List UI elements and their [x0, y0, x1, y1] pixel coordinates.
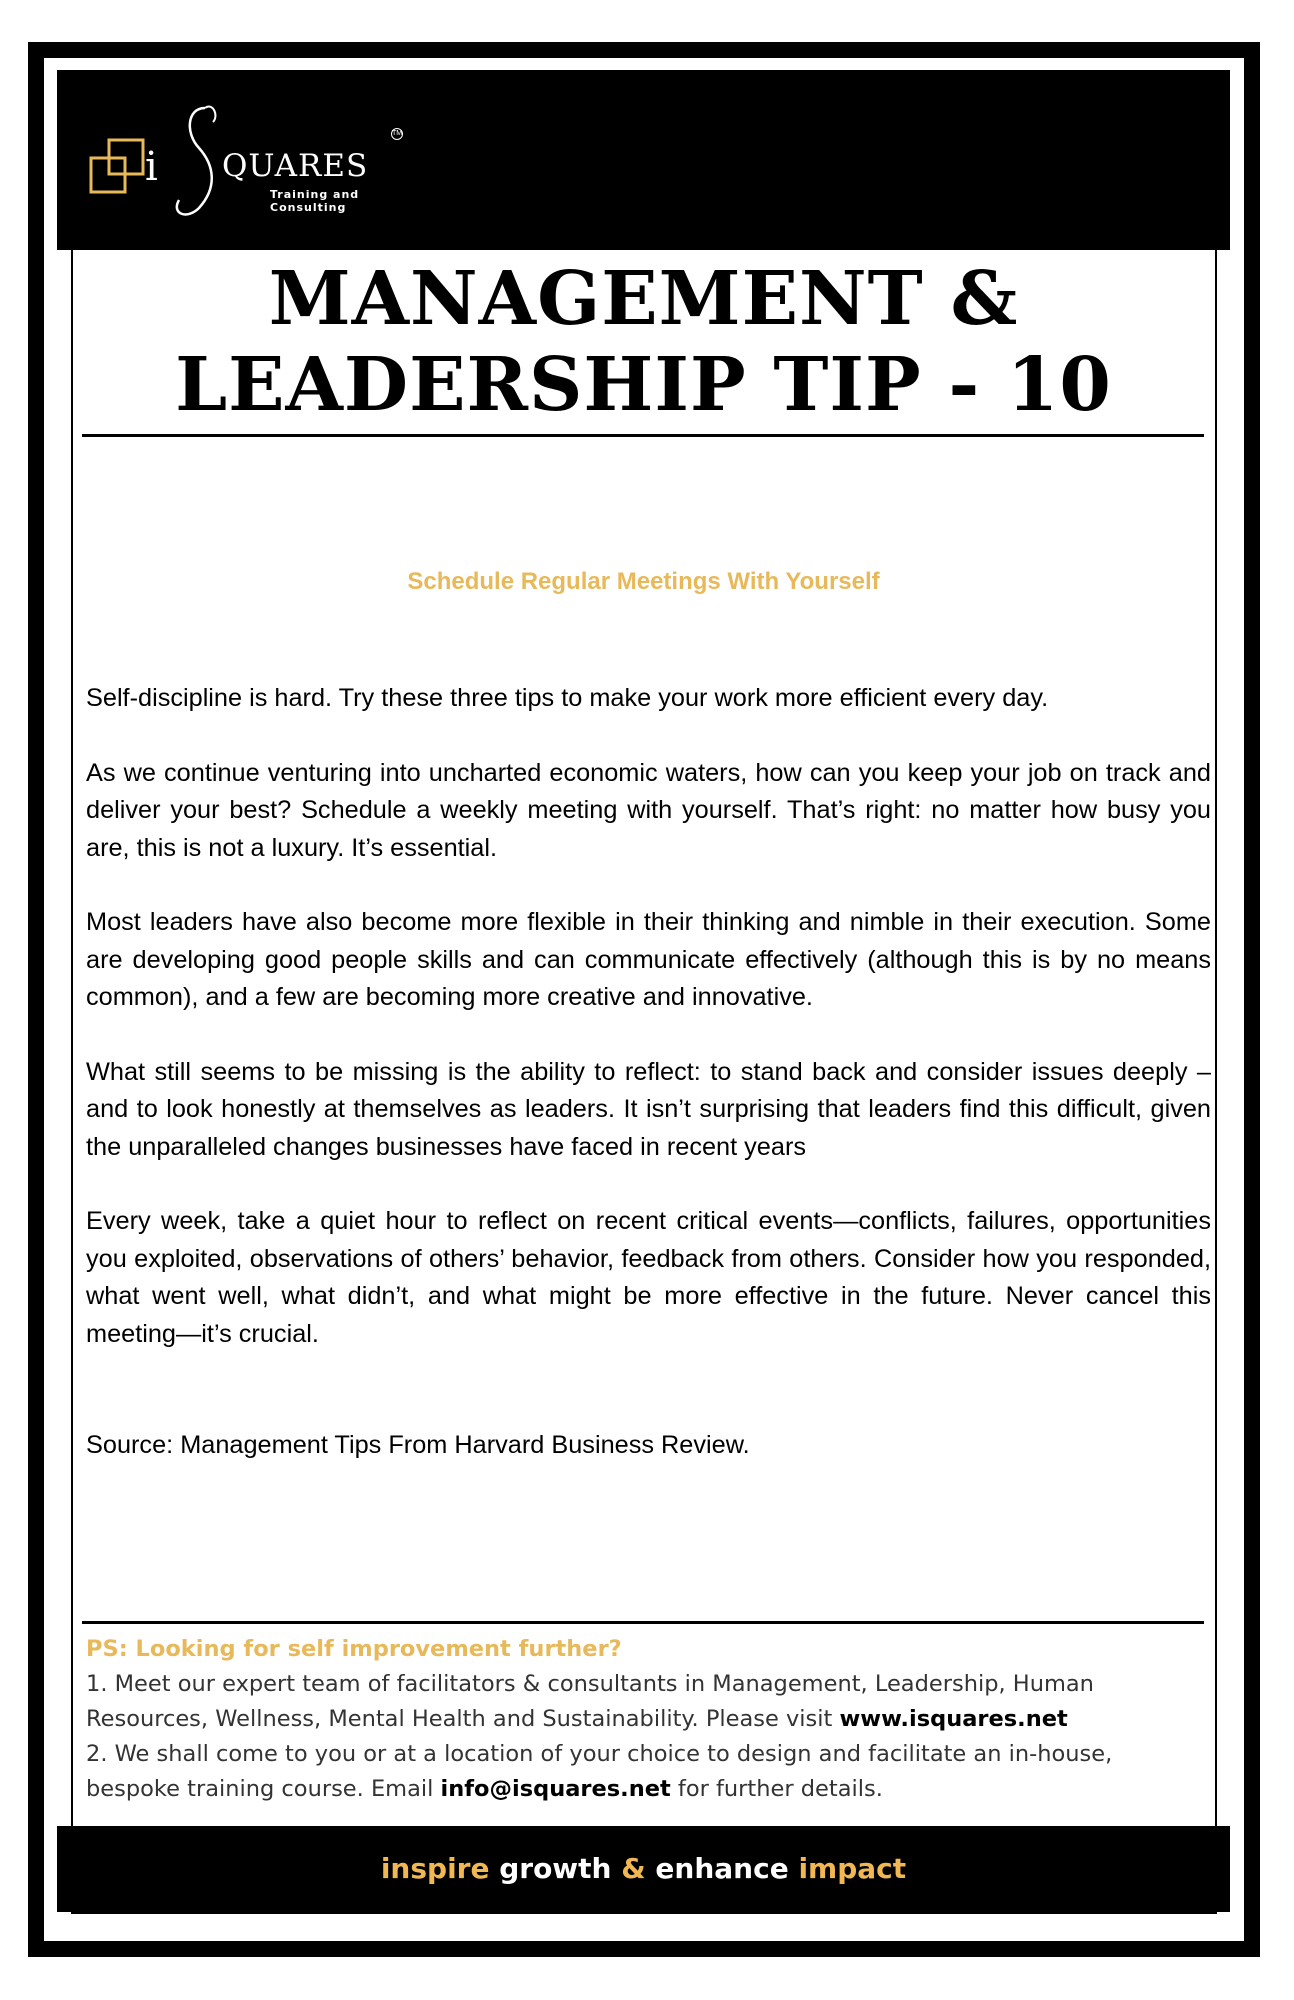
- title-line-2: LEADERSHIP TIP - 10: [175, 342, 1112, 428]
- footer-slogan-bar: [57, 1826, 1230, 1912]
- paragraph-intro: Self-discipline is hard. Try these three tips to make your work more efficient every day.: [86, 684, 1049, 712]
- logo-letter: i: [145, 144, 158, 190]
- page-title: [57, 256, 1230, 428]
- paragraph-every-week: Every week, take a quiet hour to reflect on recent critical events—conflicts, failures, opportunities you exploited, observations of others’ behavior, feedback from others. Consider how you responded, what went well, what didn’t, and what might be more effective in the future. Never cancel this meeting—it’s crucial.: [86, 1207, 1211, 1348]
- ps-item-1-text: 1. Meet our expert team of facilitators & consultants in Management, Leadership, Human Resources, Wellness, Mental Health and Sustainability. Please visit: [86, 1671, 1094, 1732]
- source-citation: Source: Management Tips From Harvard Business Review.: [86, 1431, 750, 1459]
- slogan-word-inspire: inspire: [380, 1852, 490, 1885]
- paragraph-weekly-meeting: As we continue venturing into uncharted economic waters, how can you keep your job on track and deliver your best? Schedule a weekly meeting with yourself. That’s right: no matter how busy you are, this is not a luxury. It’s essential.: [86, 758, 1211, 862]
- ps-heading: PS: Looking for self improvement further?: [86, 1636, 622, 1662]
- logo-wordmark: QUARES: [222, 148, 369, 184]
- title-divider: [82, 434, 1204, 437]
- ps-divider: [82, 1621, 1204, 1624]
- header-bar: [57, 70, 1230, 250]
- slogan-word-enhance: enhance: [655, 1852, 789, 1885]
- ps-item-2-tail: for further details.: [670, 1776, 883, 1802]
- title-line-1: MANAGEMENT &: [268, 256, 1019, 342]
- website-link[interactable]: www.isquares.net: [839, 1706, 1068, 1732]
- slogan-word-impact: impact: [798, 1852, 907, 1885]
- ps-item-2: [86, 1737, 1211, 1807]
- article-body: [86, 680, 1211, 1502]
- ps-item-2-text: 2. We shall come to you or at a location of your choice to design and facilitate an in-house, bespoke training course. Email: [86, 1741, 1113, 1802]
- trademark-mark: TM: [391, 128, 403, 140]
- isquares-logo: [87, 88, 417, 238]
- slogan-word-growth: growth: [499, 1852, 612, 1885]
- logo-tagline: Training and Consulting: [270, 188, 360, 214]
- paragraph-reflect: What still seems to be missing is the ability to reflect: to stand back and consider issues deeply – and to look honestly at themselves as leaders. It isn’t surprising that leaders find this difficult, given the unparalleled changes businesses have faced in recent years: [86, 1057, 1211, 1161]
- ps-section: [86, 1632, 1211, 1807]
- ps-item-1: [86, 1667, 1211, 1737]
- paragraph-flexible-leaders: Most leaders have also become more flexible in their thinking and nimble in their execution. Some are developing good people skills and can communicate effectively (although this is by no means common), and a few are becoming more creative and innovative.: [86, 908, 1211, 1011]
- tip-subheading: Schedule Regular Meetings With Yourself: [407, 568, 880, 595]
- email-link[interactable]: info@isquares.net: [440, 1776, 671, 1802]
- slogan-ampersand: &: [621, 1852, 646, 1885]
